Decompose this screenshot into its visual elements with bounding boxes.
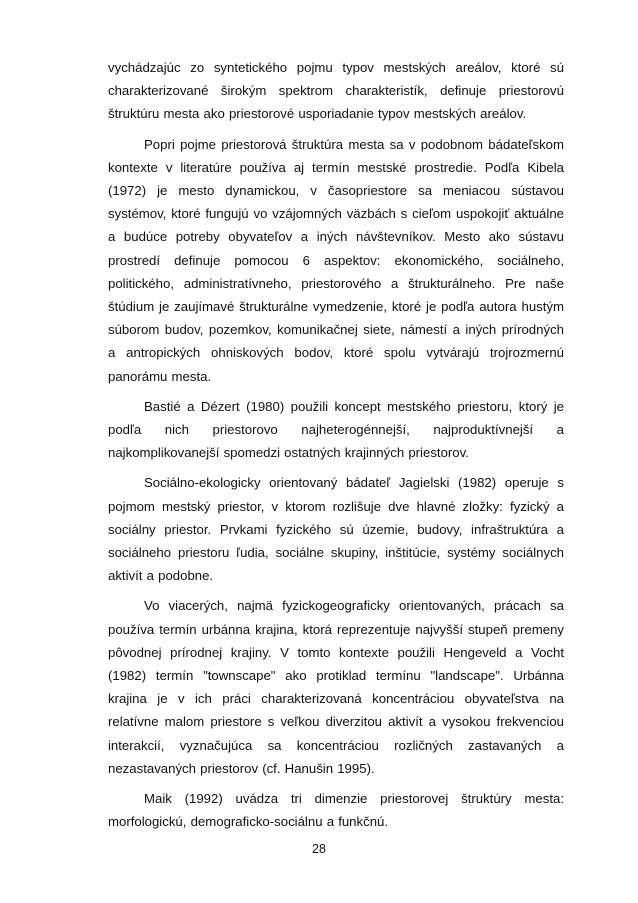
paragraph-jagielski: Sociálno-ekologicky orientovaný bádateľ Jagielski (1982) operuje s pojmom mestský priestor, v ktorom rozlišuje dve hlavné zložky: fyzický a sociálny priestor. Prvkami fyzického sú územie, budovy, infraštruktúra a sociálneho priestoru ľudia, sociálne skupiny, inštitúcie, systémy sociálnych aktivít a podobne. — [108, 475, 564, 584]
body-text — [108, 56, 564, 841]
paragraph-urban-landscape: Vo viacerých, najmä fyzickogeograficky orientovaných, prácach sa používa termín urbánna krajina, ktorá reprezentuje najvyšší stupeň premeny pôvodnej prírodnej krajiny. V tomto kontexte použili Hengeveld a Vocht (1982) termín "townscape" ako protiklad termínu "landscape". Urbánna krajina je v ich práci charakterizovaná koncentráciou obyvateľstva na relatívne malom priestore s veľkou diverzitou aktivít a vysokou frekvenciou interakcií, vyznačujúca sa koncentráciou rozličných zastavaných a nezastavaných priestorov (cf. Hanušin 1995). — [108, 598, 564, 776]
page-number: 28 — [312, 842, 326, 856]
paragraph-urban-environment: Popri pojme priestorová štruktúra mesta sa v podobnom bádateľskom kontexte v literatúre používa aj termín mestské prostredie. Podľa Kibela (1972) je mesto dynamickou, v časopriestore sa meniacou sústavou systémov, ktoré fungujú vo vzájomných väzbách s cieľom uspokojiť aktuálne a budúce potreby obyvateľov a iných návštevníkov. Mesto ako sústavu prostredí definuje pomocou 6 aspektov: ekonomického, sociálneho, politického, administratívneho, priestorového a štrukturálneho. Pre naše štúdium je zaujímavé štrukturálne vymedzenie, ktoré je podľa autora hustým súborom budov, pozemkov, komunikačnej siete, námestí a iných prírodných a antropických ohniskových bodov, ktoré spolu vytvárajú trojrozmernú panorámu mesta. — [108, 136, 564, 384]
paragraph-maik: Maik (1992) uvádza tri dimenzie priestorovej štruktúry mesta: morfologickú, demograficko-sociálnu a funkčnú. — [108, 791, 564, 830]
paragraph-bastie-dezert: Bastié a Dézert (1980) použili koncept mestského priestoru, ktorý je podľa nich priestorovo najheterogénnejší, najproduktívnejší a najkomplikovanejší spomedzi ostatných krajinných priestorov. — [108, 398, 564, 461]
paragraph-continuation: vychádzajúc zo syntetického pojmu typov mestských areálov, ktoré sú charakterizované širokým spektrom charakteristík, definuje priestorovú štruktúru mesta ako priestorové usporiadanie typov mestských areálov. — [108, 60, 564, 122]
